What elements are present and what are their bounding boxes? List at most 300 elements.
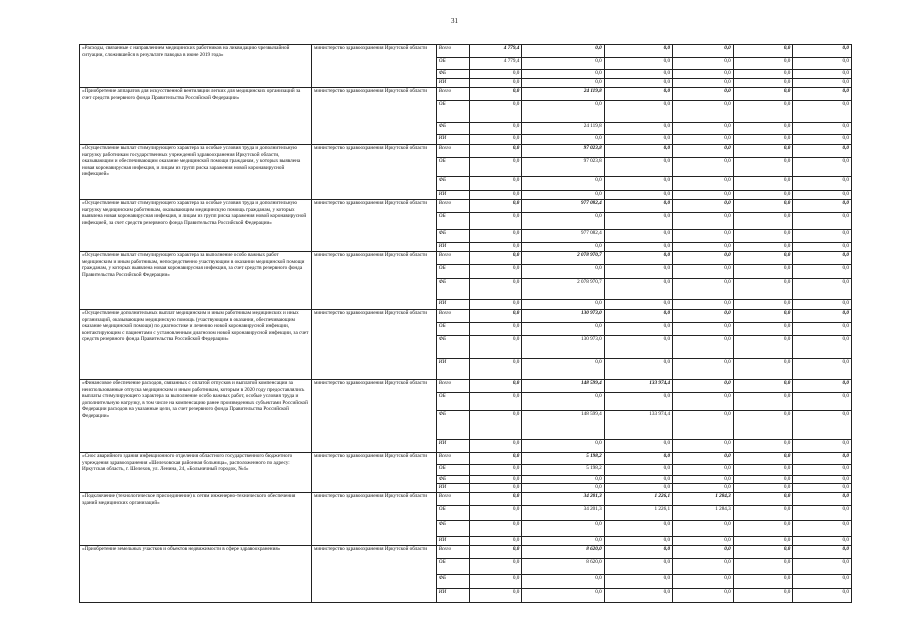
funding-source: Всего [436,88,470,101]
amount-cell: 0,0 [604,300,672,310]
amount-cell: 0,0 [793,79,852,88]
amount-cell: 34 201,3 [522,506,604,521]
funding-source: Всего [436,145,470,158]
funding-source: ФБ [436,521,470,537]
responsible-executor: министерство здравоохранения Иркутской области [312,145,437,200]
funding-source: Всего [436,380,470,393]
amount-cell: 0,0 [733,45,793,58]
amount-cell: 0,0 [793,336,852,359]
table-row [80,45,852,58]
amount-cell: 0,0 [522,135,604,145]
table-row [80,252,852,265]
amount-cell: 0,0 [673,158,734,177]
amount-cell: 0,0 [793,506,852,521]
amount-cell: 0,0 [470,300,522,310]
amount-cell: 0,0 [793,393,852,411]
amount-cell: 0,0 [673,191,734,200]
responsible-executor: министерство здравоохранения Иркутской области [312,310,437,380]
funding-source: Всего [436,310,470,323]
amount-cell: 0,0 [673,79,734,88]
table-row [80,453,852,465]
budget-table-body [80,45,852,603]
amount-cell: 0,0 [470,177,522,191]
table-row [80,310,852,323]
amount-cell: 0,0 [793,310,852,323]
amount-cell: 0,0 [604,145,672,158]
amount-cell: 8 620,0 [522,559,604,575]
table-row [80,546,852,559]
amount-cell: 0,0 [604,559,672,575]
funding-source: ИИ [436,243,470,252]
funding-source: Всего [436,252,470,265]
amount-cell: 0,0 [604,230,672,243]
amount-cell: 0,0 [733,411,793,440]
amount-cell: 0,0 [733,213,793,230]
amount-cell: 0,0 [673,476,734,484]
amount-cell: 0,0 [733,123,793,135]
amount-cell: 0,0 [673,101,734,123]
amount-cell: 0,0 [470,465,522,476]
amount-cell: 0,0 [733,575,793,589]
amount-cell: 0,0 [793,279,852,300]
amount-cell: 0,0 [733,158,793,177]
funding-source: ФБ [436,476,470,484]
amount-cell: 2 078 970,7 [522,252,604,265]
amount-cell: 0,0 [733,465,793,476]
amount-cell: 0,0 [793,123,852,135]
measure-description: «Приобретение аппаратов для искусственной вентиляции легких для медицинских организаций за счет средств резервного фонда Правительства Российской Федерации» [80,88,312,145]
amount-cell: 0,0 [673,575,734,589]
funding-source: ОБ [436,213,470,230]
amount-cell: 0,0 [470,380,522,393]
amount-cell: 0,0 [673,465,734,476]
amount-cell: 0,0 [604,79,672,88]
amount-cell: 0,0 [470,559,522,575]
amount-cell: 0,0 [522,484,604,493]
amount-cell: 0,0 [470,191,522,200]
funding-source: ОБ [436,323,470,336]
amount-cell: 5 198,2 [522,453,604,465]
amount-cell: 0,0 [522,393,604,411]
amount-cell: 0,0 [673,279,734,300]
amount-cell: 0,0 [604,58,672,70]
amount-cell: 130 973,0 [522,310,604,323]
amount-cell: 97 023,8 [522,158,604,177]
amount-cell: 0,0 [733,537,793,546]
amount-cell: 0,0 [673,145,734,158]
amount-cell: 133 974,4 [604,411,672,440]
amount-cell: 0,0 [604,88,672,101]
amount-cell: 0,0 [793,453,852,465]
funding-source: ОБ [436,506,470,521]
amount-cell: 0,0 [673,484,734,493]
amount-cell: 8 620,0 [522,546,604,559]
amount-cell: 0,0 [470,200,522,213]
amount-cell: 0,0 [793,213,852,230]
responsible-executor: министерство здравоохранения Иркутской области [312,453,437,493]
amount-cell: 133 974,4 [604,380,672,393]
amount-cell: 0,0 [733,279,793,300]
amount-cell: 0,0 [470,521,522,537]
amount-cell: 0,0 [522,589,604,603]
amount-cell: 0,0 [793,493,852,506]
amount-cell: 0,0 [604,393,672,411]
amount-cell: 0,0 [470,589,522,603]
amount-cell: 0,0 [522,323,604,336]
responsible-executor: министерство здравоохранения Иркутской области [312,546,437,603]
amount-cell: 0,0 [673,537,734,546]
amount-cell: 0,0 [522,521,604,537]
funding-source: ИИ [436,359,470,380]
amount-cell: 0,0 [604,252,672,265]
amount-cell: 0,0 [604,359,672,380]
amount-cell: 0,0 [673,440,734,453]
amount-cell: 0,0 [673,323,734,336]
table-row [80,493,852,506]
amount-cell: 0,0 [793,230,852,243]
amount-cell: 0,0 [793,521,852,537]
funding-source: Всего [436,453,470,465]
funding-source: ИИ [436,484,470,493]
amount-cell: 0,0 [673,135,734,145]
funding-source: ОБ [436,265,470,279]
amount-cell: 0,0 [673,359,734,380]
amount-cell: 0,0 [470,336,522,359]
amount-cell: 0,0 [470,123,522,135]
amount-cell: 0,0 [522,58,604,70]
amount-cell: 0,0 [673,213,734,230]
amount-cell: 0,0 [793,465,852,476]
measure-description: «Подключение (технологическое присоединение) к сетям инженерно-технического обеспечения зданий медицинских организаций» [80,493,312,546]
amount-cell: 148 599,4 [522,380,604,393]
amount-cell: 0,0 [604,589,672,603]
amount-cell: 0,0 [604,191,672,200]
amount-cell: 0,0 [733,506,793,521]
amount-cell: 0,0 [733,493,793,506]
amount-cell: 0,0 [470,493,522,506]
measure-description: «Приобретение земельных участков и объектов недвижимости в сфере здравоохранения» [80,546,312,603]
amount-cell: 0,0 [522,79,604,88]
amount-cell: 0,0 [522,45,604,58]
amount-cell: 0,0 [733,191,793,200]
amount-cell: 0,0 [793,537,852,546]
amount-cell: 0,0 [470,411,522,440]
amount-cell: 0,0 [733,559,793,575]
amount-cell: 0,0 [470,145,522,158]
amount-cell: 0,0 [733,310,793,323]
amount-cell: 0,0 [522,476,604,484]
amount-cell: 0,0 [604,70,672,79]
funding-source: ИИ [436,589,470,603]
amount-cell: 0,0 [673,243,734,252]
amount-cell: 0,0 [673,546,734,559]
amount-cell: 0,0 [522,213,604,230]
funding-source: Всего [436,546,470,559]
amount-cell: 0,0 [733,300,793,310]
responsible-executor: министерство здравоохранения Иркутской области [312,252,437,310]
amount-cell: 0,0 [673,380,734,393]
amount-cell: 4 779,4 [470,45,522,58]
amount-cell: 0,0 [604,279,672,300]
amount-cell: 0,0 [604,484,672,493]
page-number: 31 [451,17,458,25]
amount-cell: 0,0 [470,476,522,484]
amount-cell: 24 119,8 [522,88,604,101]
amount-cell: 977 082,4 [522,230,604,243]
amount-cell: 0,0 [673,453,734,465]
amount-cell: 0,0 [733,440,793,453]
amount-cell: 0,0 [604,265,672,279]
amount-cell: 0,0 [522,440,604,453]
amount-cell: 0,0 [673,58,734,70]
amount-cell: 0,0 [673,123,734,135]
amount-cell: 0,0 [673,411,734,440]
amount-cell: 0,0 [733,101,793,123]
amount-cell: 0,0 [673,559,734,575]
funding-source: Всего [436,493,470,506]
amount-cell: 0,0 [604,101,672,123]
amount-cell: 0,0 [470,575,522,589]
amount-cell: 0,0 [733,243,793,252]
amount-cell: 0,0 [793,589,852,603]
amount-cell: 0,0 [733,521,793,537]
measure-description: «Финансовое обеспечение расходов, связанных с оплатой отпусков и выплатой компенсации за неиспользованные отпуска медицинским и иным работникам, которым в 2020 году предоставлялись выплаты стимулирующего характера за выполнение особо важных работ, особые условия труда и дополнительную нагрузку, в том числе на компенсацию ранее произведенных субъектами Российской Федерации расходов на указанные цели, за счет резервного фонда Правительства Российской Федерации» [80,380,312,453]
amount-cell: 0,0 [470,546,522,559]
amount-cell: 0,0 [604,537,672,546]
amount-cell: 0,0 [522,70,604,79]
amount-cell: 1 284,3 [673,493,734,506]
amount-cell: 0,0 [470,323,522,336]
amount-cell: 0,0 [604,440,672,453]
amount-cell: 0,0 [522,537,604,546]
amount-cell: 0,0 [673,230,734,243]
amount-cell: 24 119,8 [522,123,604,135]
amount-cell: 0,0 [470,101,522,123]
amount-cell: 0,0 [604,323,672,336]
amount-cell: 5 198,2 [522,465,604,476]
amount-cell: 0,0 [733,252,793,265]
amount-cell: 0,0 [522,101,604,123]
measure-description: «Осуществление выплат стимулирующего характера за особые условия труда и дополнительную нагрузку работникам государственных учреждений здравоохранения Иркутской области, оказывающим и обеспечивающим оказание медицинской помощи гражданам, у которых выявлена новая коронавирусная инфекция, и лицам из групп риска заражения новой коронавирусной инфекцией» [80,145,312,200]
amount-cell: 0,0 [793,158,852,177]
amount-cell: 0,0 [733,359,793,380]
amount-cell: 0,0 [470,393,522,411]
amount-cell: 0,0 [673,300,734,310]
amount-cell: 0,0 [673,200,734,213]
amount-cell: 0,0 [604,465,672,476]
amount-cell: 0,0 [470,70,522,79]
funding-source: ИИ [436,135,470,145]
amount-cell: 0,0 [733,135,793,145]
responsible-executor: министерство здравоохранения Иркутской области [312,88,437,145]
budget-table [79,44,852,603]
amount-cell: 0,0 [793,411,852,440]
amount-cell: 0,0 [604,310,672,323]
amount-cell: 0,0 [673,310,734,323]
amount-cell: 0,0 [733,336,793,359]
amount-cell: 0,0 [733,380,793,393]
amount-cell: 0,0 [733,323,793,336]
amount-cell: 0,0 [793,177,852,191]
amount-cell: 0,0 [604,476,672,484]
amount-cell: 0,0 [470,506,522,521]
funding-source: Всего [436,200,470,213]
funding-source: ОБ [436,393,470,411]
funding-source: ФБ [436,279,470,300]
amount-cell: 0,0 [470,88,522,101]
amount-cell: 1 226,1 [604,506,672,521]
amount-cell: 0,0 [733,79,793,88]
amount-cell: 0,0 [673,45,734,58]
amount-cell: 0,0 [522,191,604,200]
amount-cell: 0,0 [793,135,852,145]
amount-cell: 0,0 [793,440,852,453]
amount-cell: 0,0 [673,521,734,537]
amount-cell: 0,0 [604,213,672,230]
amount-cell: 0,0 [470,537,522,546]
amount-cell: 0,0 [673,336,734,359]
amount-cell: 0,0 [793,145,852,158]
funding-source: ОБ [436,101,470,123]
amount-cell: 0,0 [733,58,793,70]
funding-source: ОБ [436,158,470,177]
measure-description: «Осуществление выплат стимулирующего характера за особые условия труда и дополнительную нагрузку медицинским работникам, оказывающим медицинскую помощь гражданам, у которых выявлена новая коронавирусная инфекция, и лицам из групп риска заражения новой коронавирусной инфекцией, за счет средств резервного фонда Правительства Российской Федерации» [80,200,312,252]
amount-cell: 2 078 970,7 [522,279,604,300]
amount-cell: 0,0 [733,546,793,559]
amount-cell: 0,0 [793,546,852,559]
amount-cell: 0,0 [470,359,522,380]
amount-cell: 0,0 [793,58,852,70]
amount-cell: 0,0 [793,484,852,493]
amount-cell: 0,0 [673,393,734,411]
responsible-executor: министерство здравоохранения Иркутской области [312,380,437,453]
amount-cell: 1 226,1 [604,493,672,506]
amount-cell: 0,0 [733,177,793,191]
amount-cell: 0,0 [604,453,672,465]
measure-description: «Расходы, связанные с направлением медицинских работников на ликвидацию чрезвычайной ситуации, сложившейся в результате паводка в июне 2019 года» [80,45,312,88]
amount-cell: 0,0 [604,177,672,191]
funding-source: ОБ [436,465,470,476]
table-row [80,145,852,158]
funding-source: ФБ [436,123,470,135]
funding-source: ФБ [436,575,470,589]
amount-cell: 0,0 [604,575,672,589]
amount-cell: 0,0 [522,300,604,310]
amount-cell: 0,0 [470,79,522,88]
amount-cell: 0,0 [793,359,852,380]
amount-cell: 0,0 [793,476,852,484]
amount-cell: 0,0 [733,484,793,493]
amount-cell: 0,0 [470,310,522,323]
amount-cell: 0,0 [673,589,734,603]
amount-cell: 0,0 [470,279,522,300]
amount-cell: 0,0 [673,70,734,79]
amount-cell: 0,0 [793,559,852,575]
responsible-executor: министерство здравоохранения Иркутской области [312,200,437,252]
amount-cell: 0,0 [604,546,672,559]
funding-source: ФБ [436,230,470,243]
amount-cell: 0,0 [522,243,604,252]
amount-cell: 0,0 [522,359,604,380]
amount-cell: 977 082,4 [522,200,604,213]
amount-cell: 0,0 [604,336,672,359]
amount-cell: 0,0 [733,589,793,603]
amount-cell: 0,0 [793,243,852,252]
amount-cell: 0,0 [733,70,793,79]
amount-cell: 0,0 [793,265,852,279]
amount-cell: 0,0 [673,252,734,265]
amount-cell: 0,0 [604,243,672,252]
amount-cell: 0,0 [793,101,852,123]
funding-source: ФБ [436,411,470,440]
amount-cell: 0,0 [604,158,672,177]
measure-description: «Осуществление дополнительных выплат медицинским и иным работникам медицинских и иных организаций, оказывающим медицинскую помощь (участвующим в оказании, обеспечивающим оказание медицинской помощи) по диагностике и лечению новой коронавирусной инфекции, контактирующим с пациентами с установленным диагнозом новой коронавирусной инфекции, за счет средств резервного фонда Правительства Российской Федерации» [80,310,312,380]
amount-cell: 34 201,3 [522,493,604,506]
amount-cell: 0,0 [793,70,852,79]
table-row [80,200,852,213]
funding-source: ИИ [436,440,470,453]
amount-cell: 0,0 [793,200,852,213]
amount-cell: 0,0 [522,265,604,279]
amount-cell: 130 973,0 [522,336,604,359]
amount-cell: 0,0 [733,393,793,411]
amount-cell: 148 599,4 [522,411,604,440]
amount-cell: 0,0 [793,300,852,310]
amount-cell: 0,0 [733,453,793,465]
amount-cell: 0,0 [733,230,793,243]
measure-description: «Снос аварийного здания инфекционного отделения областного государственного бюджетного учреждения здравоохранения «Шелеховская районная больница», расположенного по адресу: Иркутская область, г. Шелехов, ул. Ленина, 24, «Больничный городок, №4» [80,453,312,493]
amount-cell: 0,0 [733,88,793,101]
amount-cell: 0,0 [470,252,522,265]
amount-cell: 0,0 [793,380,852,393]
funding-source: ИИ [436,537,470,546]
amount-cell: 97 023,8 [522,145,604,158]
amount-cell: 0,0 [733,145,793,158]
amount-cell: 1 284,3 [673,506,734,521]
amount-cell: 0,0 [470,453,522,465]
amount-cell: 0,0 [793,191,852,200]
amount-cell: 0,0 [673,265,734,279]
amount-cell: 0,0 [673,177,734,191]
responsible-executor: министерство здравоохранения Иркутской области [312,493,437,546]
measure-description: «Осуществление выплат стимулирующего характера за выполнение особо важных работ медицинским и иным работникам, непосредственно участвующим в оказании медицинской помощи гражданам, у которых выявлена новая коронавирусная инфекция, за счет средств резервного фонда Правительства Российской Федерации» [80,252,312,310]
amount-cell: 0,0 [470,158,522,177]
amount-cell: 0,0 [793,45,852,58]
funding-source: ФБ [436,177,470,191]
amount-cell: 0,0 [470,213,522,230]
amount-cell: 0,0 [733,476,793,484]
funding-source: Всего [436,45,470,58]
amount-cell: 0,0 [604,135,672,145]
amount-cell: 4 779,4 [470,58,522,70]
funding-source: ФБ [436,336,470,359]
amount-cell: 0,0 [604,200,672,213]
amount-cell: 0,0 [522,177,604,191]
amount-cell: 0,0 [470,243,522,252]
funding-source: ИИ [436,300,470,310]
table-row [80,380,852,393]
funding-source: ФБ [436,70,470,79]
amount-cell: 0,0 [793,88,852,101]
funding-source: ИИ [436,191,470,200]
amount-cell: 0,0 [604,123,672,135]
amount-cell: 0,0 [673,88,734,101]
amount-cell: 0,0 [733,200,793,213]
amount-cell: 0,0 [470,265,522,279]
funding-source: ОБ [436,559,470,575]
amount-cell: 0,0 [470,440,522,453]
amount-cell: 0,0 [470,230,522,243]
